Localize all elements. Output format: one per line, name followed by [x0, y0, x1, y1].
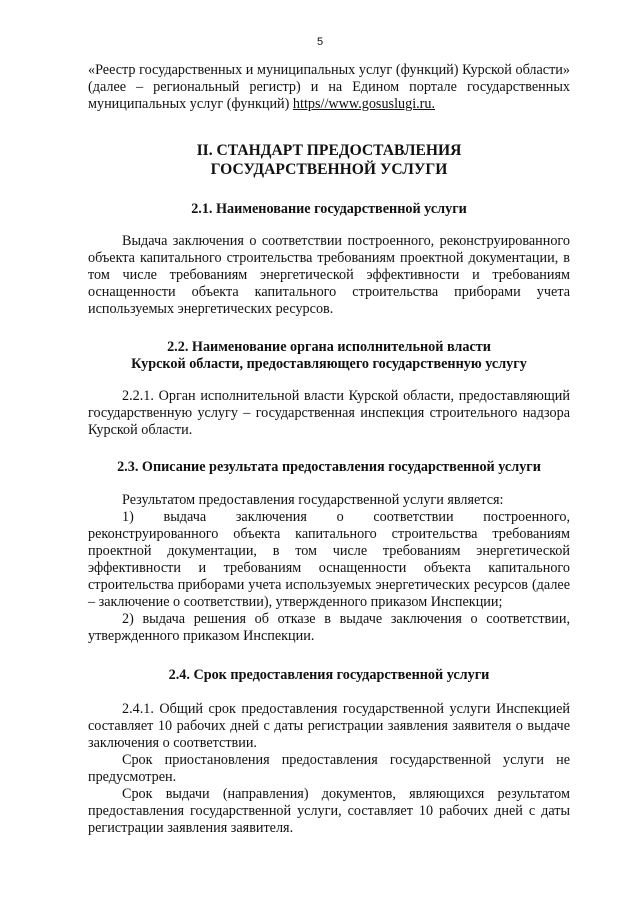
paragraph-2-2-1: 2.2.1. Орган исполнительной власти Курской области, предоставляющий государственную услугу – государственная инспекция строительного надзора Курской области. — [88, 388, 570, 438]
heading-2-2-line1: 2.2. Наименование органа исполнительной власти — [167, 339, 491, 355]
heading-2-2-line2: Курской области, предоставляющего государственную услугу — [131, 356, 527, 372]
paragraph-2-3-item2: 2) выдача решения об отказе в выдаче заключения о соответствии, утвержденного приказом Инспекции. — [88, 611, 570, 644]
gosuslugi-link[interactable]: https//www.gosuslugi.ru. — [292, 96, 436, 112]
section-title-line2: ГОСУДАРСТВЕННОЙ УСЛУГИ — [210, 161, 448, 178]
paragraph-2-4-suspension: Срок приостановления предоставления государственной услуги не предусмотрен. — [88, 752, 570, 785]
paragraph-2-3-item1: 1) выдача заключения о соответствии построенного, реконструированного объекта капитального строительства требованиям проектной документации, в том числе требованиям энергетической эффективности и требованиям оснащенности объекта капитального строительства приборами учета используемых энергетических ресурсов (далее – заключение о соответствии), утвержденного приказом Инспекции; — [88, 509, 570, 610]
document-body — [88, 62, 570, 837]
intro-paragraph — [88, 62, 570, 113]
paragraph-2-1: Выдача заключения о соответствии построенного, реконструированного объекта капитального строительства требованиям проектной документации, в том числе требованиям энергетической эффективности и требованиям оснащенности объекта капитального строительства приборами учета используемых энергетических ресурсов. — [88, 233, 570, 317]
paragraph-2-4-delivery: Срок выдачи (направления) документов, являющихся результатом предоставления государственной услуги, составляет 10 рабочих дней с даты регистрации заявления заявителя. — [88, 786, 570, 836]
intro-text: «Реестр государственных и муниципальных услуг (функций) Курской области» (далее – региональный регистр) и на Едином портале государственных муниципальных услуг (функций) — [88, 62, 570, 112]
section-title-line1: II. СТАНДАРТ ПРЕДОСТАВЛЕНИЯ — [196, 142, 462, 159]
heading-2-4: 2.4. Срок предоставления государственной услуги — [168, 667, 490, 683]
paragraph-2-3-intro: Результатом предоставления государственной услуги является: — [122, 492, 504, 508]
paragraph-2-4-1: 2.4.1. Общий срок предоставления государственной услуги Инспекцией составляет 10 рабочих дней с даты регистрации заявления заявителя о выдаче заключения о соответствии. — [88, 701, 570, 751]
heading-2-1: 2.1. Наименование государственной услуги — [191, 201, 467, 217]
heading-2-3: 2.3. Описание результата предоставления государственной услуги — [117, 459, 541, 475]
page-number: 5 — [316, 36, 324, 48]
